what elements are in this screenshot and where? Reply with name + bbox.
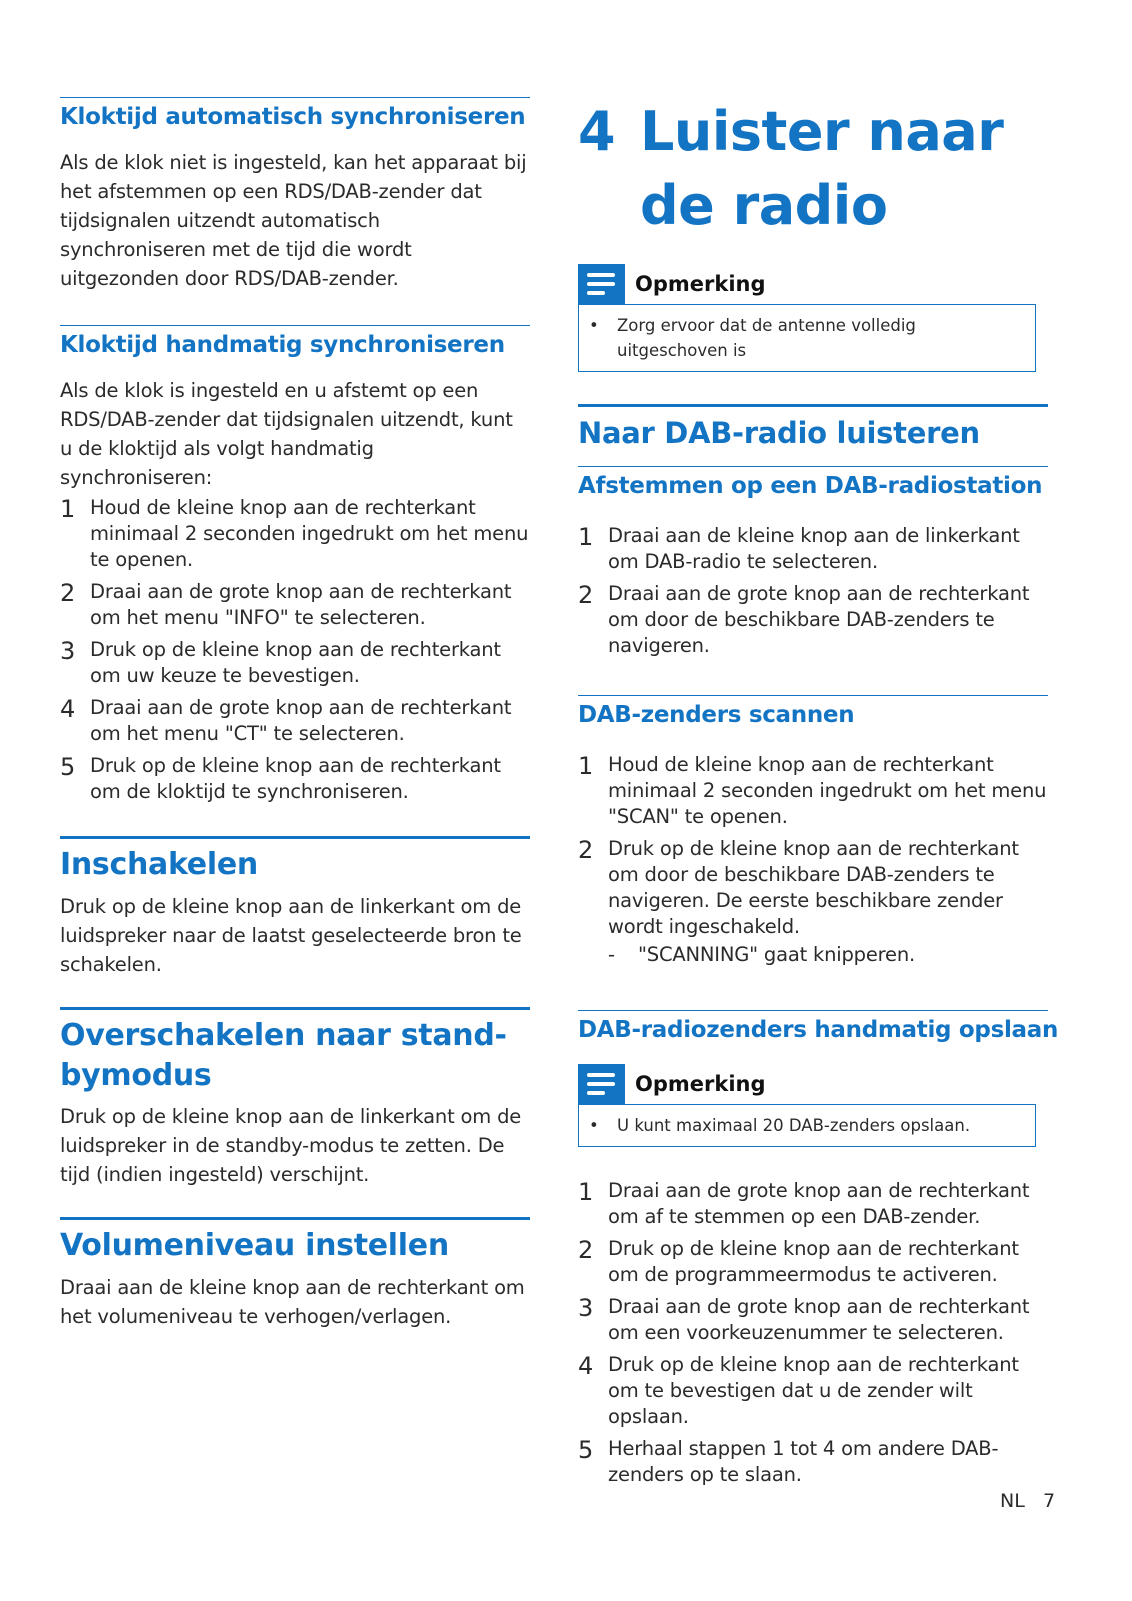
volume-text: Draai aan de kleine knop aan de rechterkant om het volumeniveau te verhogen/verlagen. xyxy=(60,1276,525,1328)
power-on-text: Druk op de kleine knop aan de linkerkant om de luidspreker naar de laatst geselecteerde bron te schakelen. xyxy=(60,895,522,976)
heading-manual-sync: Kloktijd handmatig synchroniseren xyxy=(60,325,530,358)
store-steps xyxy=(578,1178,1048,1494)
step: 4 Druk op de kleine knop aan de rechterkant om te bevestigen dat u de zender wilt opslaan. xyxy=(578,1352,1019,1428)
heading-power-on: Inschakelen xyxy=(60,836,530,885)
note-icon xyxy=(578,1064,625,1104)
step: 2 Druk op de kleine knop aan de rechterkant om de programmeermodus te activeren. xyxy=(578,1236,1019,1286)
auto-sync-text: Als de klok niet is ingesteld, kan het apparaat bij het afstemmen op een RDS/DAB-zender dat tijdsignalen uitzendt automatisch synchroniseren met de tijd die wordt uitgezonden door RDS/DAB-zender. xyxy=(60,151,527,290)
page-number: 7 xyxy=(1042,1490,1056,1512)
note-box-max-stations: Opmerking • U kunt maximaal 20 DAB-zenders opslaan. xyxy=(578,1064,1036,1147)
step: 1 Draai aan de grote knop aan de rechterkant om af te stemmen op een DAB-zender. xyxy=(578,1178,1030,1228)
page-footer xyxy=(1000,1490,1055,1512)
chapter-number: 4 xyxy=(578,100,616,163)
step: 2 Druk op de kleine knop aan de rechterkant om door de beschikbare DAB-zenders te navigeren. De eerste beschikbare zender wordt ingeschakeld. - "SCANNING" gaat knipperen. xyxy=(578,836,1019,966)
note-icon xyxy=(578,264,625,304)
step: 2 Draai aan de grote knop aan de rechterkant om door de beschikbare DAB-zenders te navigeren. xyxy=(578,581,1030,657)
step: 4 Draai aan de grote knop aan de rechterkant om het menu "CT" te selecteren. xyxy=(60,695,512,745)
heading-standby: Overschakelen naar stand-bymodus xyxy=(60,1007,530,1096)
step: 5 Herhaal stappen 1 tot 4 om andere DAB-zenders op te slaan. xyxy=(578,1436,999,1486)
tune-steps xyxy=(578,523,1048,665)
language-code: NL xyxy=(1000,1490,1025,1512)
heading-dab-store: DAB-radiozenders handmatig opslaan xyxy=(578,1010,1048,1043)
note-title: Opmerking xyxy=(635,1072,766,1096)
step: 2 Draai aan de grote knop aan de rechterkant om het menu "INFO" te selecteren. xyxy=(60,579,512,629)
heading-auto-sync: Kloktijd automatisch synchroniseren xyxy=(60,97,530,130)
step: 3 Druk op de kleine knop aan de rechterkant om uw keuze te bevestigen. xyxy=(60,637,501,687)
step: 5 Druk op de kleine knop aan de rechterkant om de kloktijd te synchroniseren. xyxy=(60,753,501,803)
heading-volume: Volumeniveau instellen xyxy=(60,1217,530,1266)
heading-dab-scan: DAB-zenders scannen xyxy=(578,695,1048,728)
note-title: Opmerking xyxy=(635,272,766,296)
note-text: Zorg ervoor dat de antenne volledig uitgeschoven is xyxy=(617,316,916,360)
heading-dab-listen: Naar DAB-radio luisteren xyxy=(578,404,1048,453)
manual-sync-text: Als de klok is ingesteld en u afstemt op een RDS/DAB-zender dat tijdsignalen uitzendt, kunt u de kloktijd als volgt handmatig synchroniseren: xyxy=(60,379,513,489)
heading-tune-dab: Afstemmen op een DAB-radiostation xyxy=(578,466,1048,499)
chapter-heading: Luister naar de radio xyxy=(640,100,1004,237)
scan-steps xyxy=(578,752,1048,974)
manual-sync-steps xyxy=(60,495,530,811)
step: 3 Draai aan de grote knop aan de rechterkant om een voorkeuzenummer te selecteren. xyxy=(578,1294,1030,1344)
note-text: U kunt maximaal 20 DAB-zenders opslaan. xyxy=(617,1116,971,1135)
step: 1 Houd de kleine knop aan de rechterkant minimaal 2 seconden ingedrukt om het menu te openen. xyxy=(60,495,529,571)
step: 1 Houd de kleine knop aan de rechterkant minimaal 2 seconden ingedrukt om het menu "SCAN" te openen. xyxy=(578,752,1047,828)
standby-text: Druk op de kleine knop aan de linkerkant om de luidspreker in de standby-modus te zetten. De tijd (indien ingesteld) verschijnt. xyxy=(60,1105,522,1186)
step: 1 Draai aan de kleine knop aan de linkerkant om DAB-radio te selecteren. xyxy=(578,523,1020,573)
note-box-antenna: Opmerking • Zorg ervoor dat de antenne volledig uitgeschoven is xyxy=(578,264,1036,372)
